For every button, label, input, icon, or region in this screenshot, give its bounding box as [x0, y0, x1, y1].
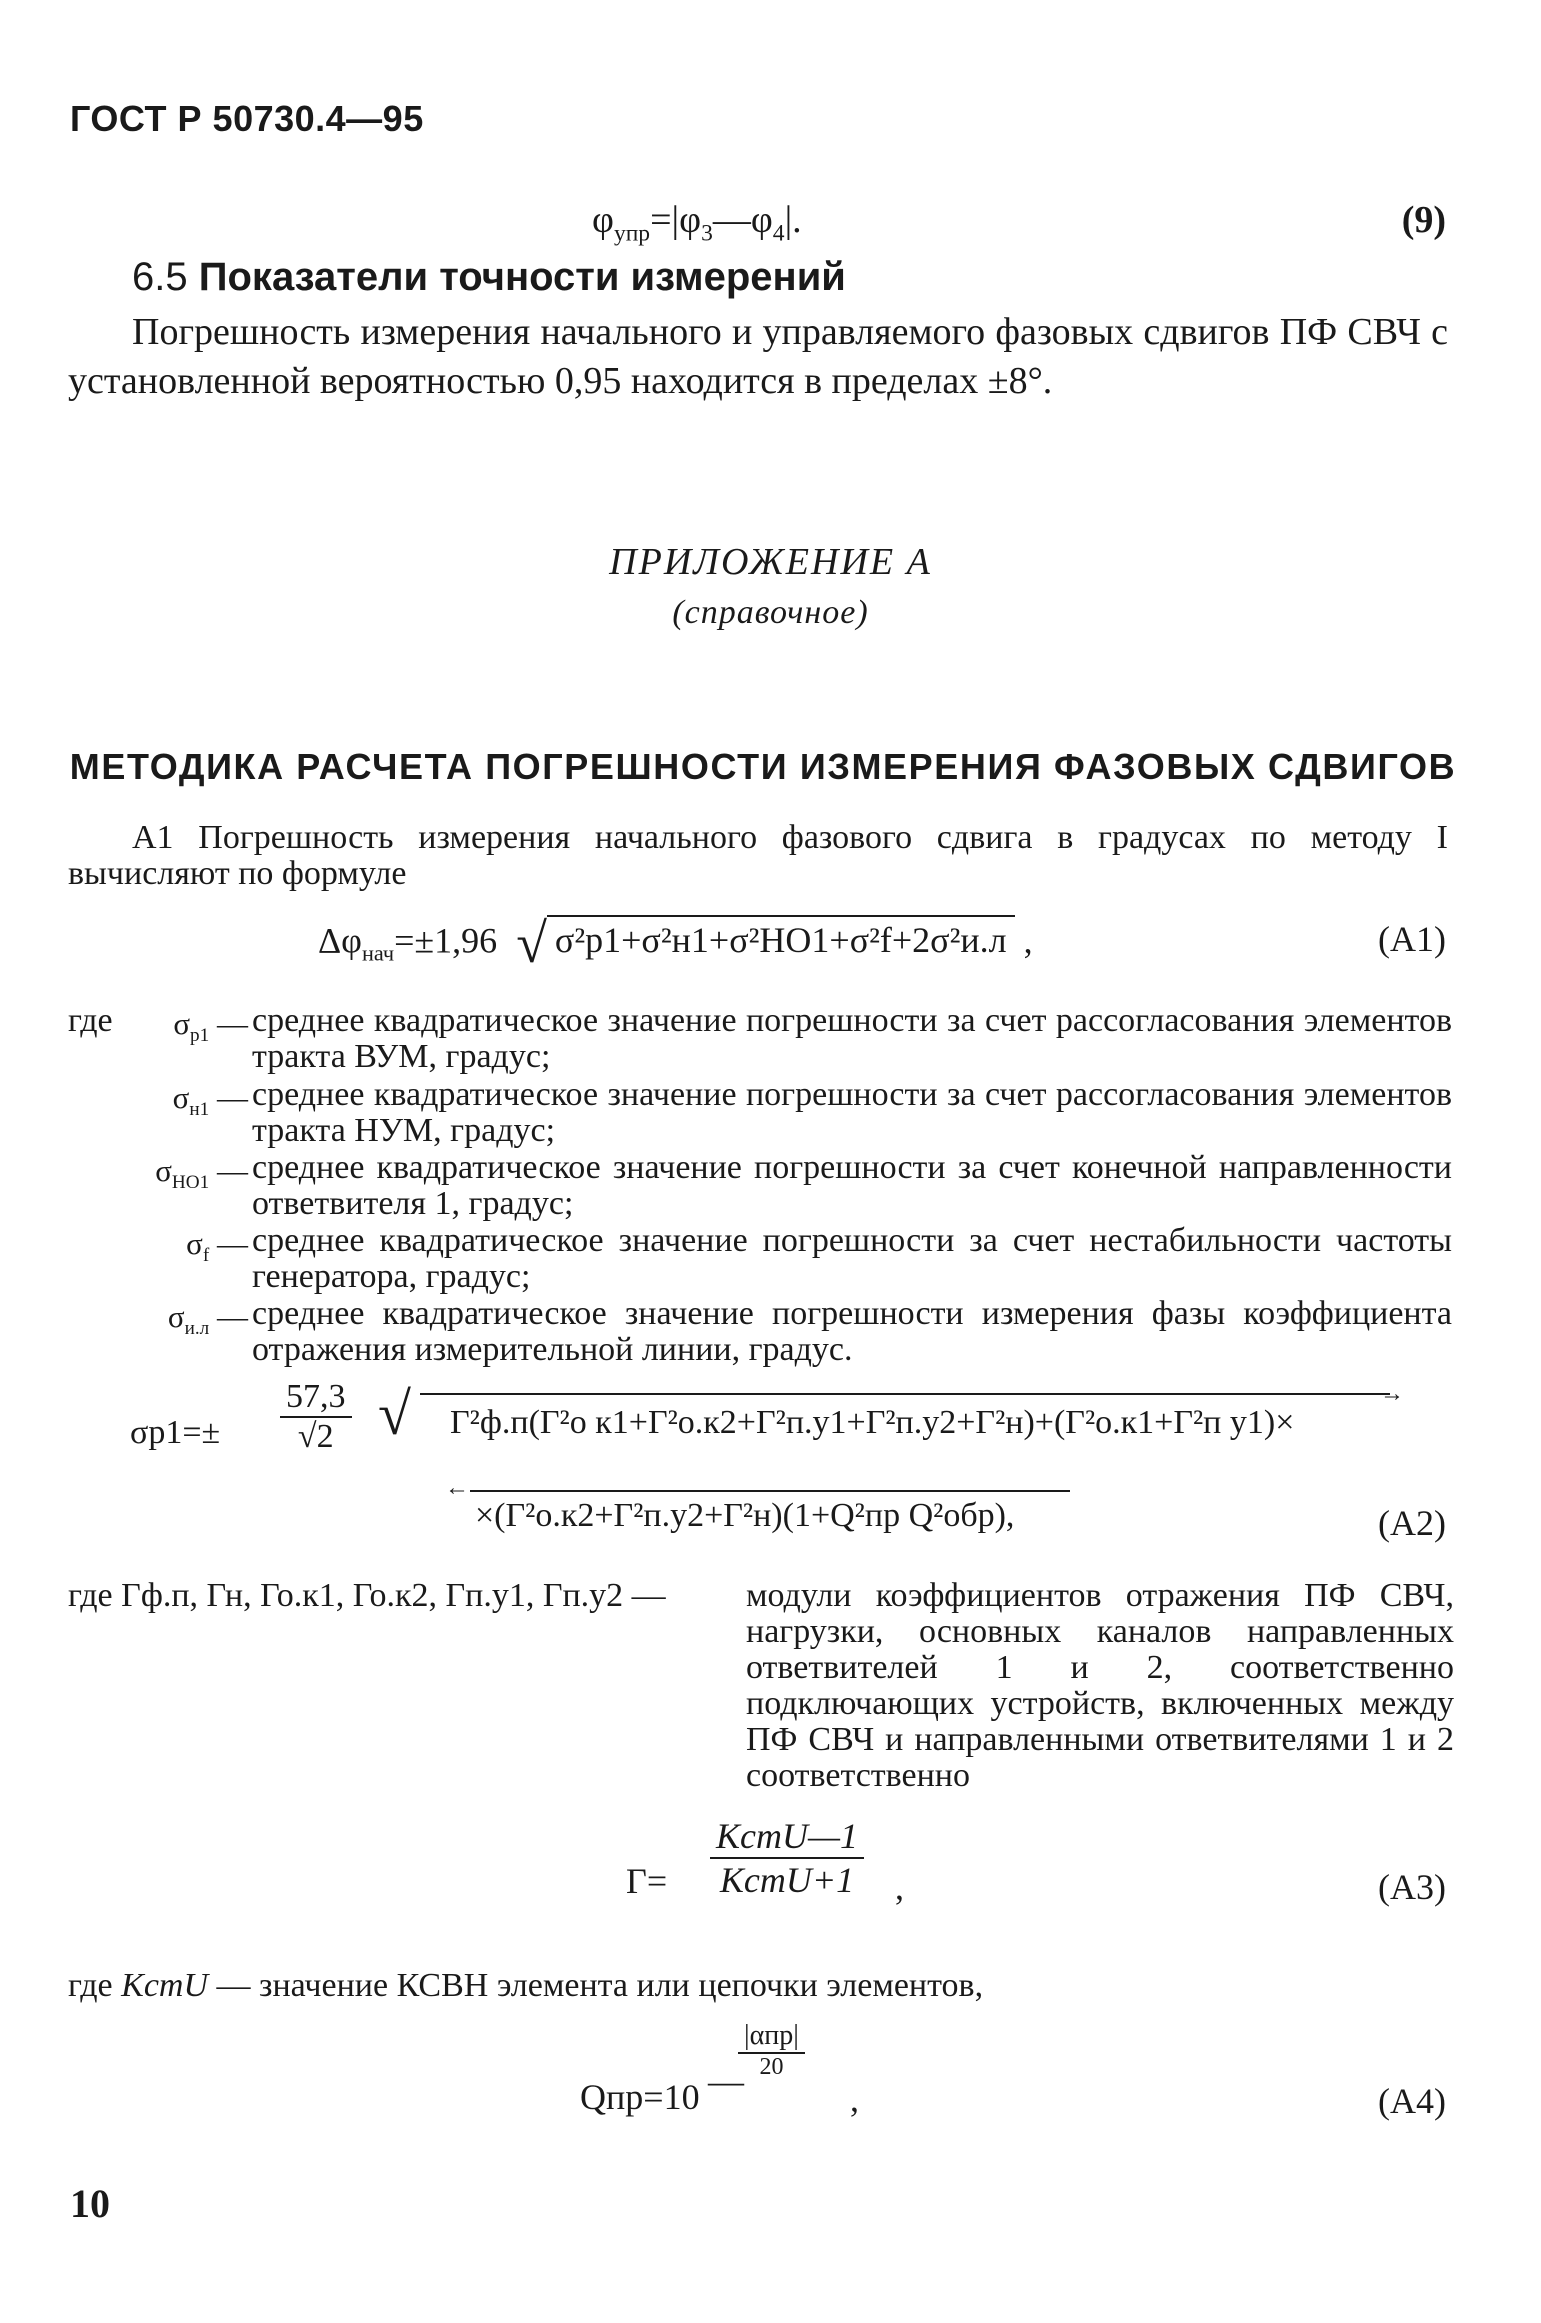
formula-a1-number: (А1) [1378, 919, 1446, 959]
radical-bar [420, 1393, 1390, 1395]
formula-a3-number: (А3) [1378, 1867, 1446, 1907]
def-text: среднее квадратическое значение погрешности за счет конечной направленности ответвителя 1, градус; [252, 1149, 1452, 1222]
section-heading [132, 255, 846, 300]
appendix-heading: МЕТОДИКА РАСЧЕТА ПОГРЕШНОСТИ ИЗМЕРЕНИЯ ФАЗОВЫХ СДВИГОВ [69, 746, 1457, 787]
document-code: ГОСТ Р 50730.4—95 [70, 98, 424, 139]
section-title: Показатели точности измерений [198, 255, 846, 299]
radical-sign: √ [378, 1381, 411, 1447]
radical-bar-continued [470, 1490, 1070, 1492]
formula-a2-fraction: $\frac{57,3}{√2}$ [280, 1378, 352, 1456]
appendix-subtitle: (справочное) [672, 594, 869, 631]
def-text: среднее квадратическое значение погрешности за счет нестабильности частоты генератора, градус; [252, 1222, 1452, 1295]
formula-a4-lhs: Qпр=10 [580, 2077, 700, 2117]
formula-a3-comma: , [895, 1867, 904, 1907]
continuation-arrow-icon: → [1380, 1381, 1404, 1407]
page-number: 10 [70, 2181, 110, 2226]
formula-a4-comma: , [850, 2079, 859, 2119]
section-number: 6.5 [132, 255, 188, 299]
gamma-symbols: где Гф.п, Гн, Го.к1, Го.к2, Гп.у1, Гп.у2 — [68, 1577, 666, 1614]
formula-a2-line1: Г²ф.п(Г²о к1+Г²о.к2+Г²п.у1+Г²п.у2+Г²н)+(Г²о.к1+Г²п у1)× [450, 1404, 1295, 1441]
formula-a4-number: (А4) [1378, 2081, 1446, 2121]
def-text: среднее квадратическое значение погрешности за счет рассогласования элементов тракта НУМ, градус; [252, 1076, 1452, 1149]
def-symbol: $\sigma_{НО1}$ — [155, 1153, 248, 1194]
gamma-description: модули коэффициентов отражения ПФ СВЧ, нагрузки, основных каналов направленных ответвителей 1 и 2, соответственно подключающих устройств, включенных между ПФ СВЧ и направленными ответвителями 1 и 2 соответственно [746, 1577, 1454, 1794]
def-symbol: $\sigma_{р1}$ — [173, 1006, 248, 1047]
def-symbol: $\sigma_{н1}$ — [172, 1080, 248, 1121]
where-label: где [68, 1002, 113, 1039]
a1-radicand: σ²р1+σ²н1+σ²НО1+σ²f+2σ²и.л [547, 915, 1015, 961]
kst-definition: где KстU — значение КСВН элемента или цепочки элементов, [68, 1967, 984, 2004]
formula-a3-fraction: $\frac{\text{KстU—1}}{\text{KстU+1}}$ [710, 1815, 864, 1901]
formula-a2-line2: ×(Г²о.к2+Г²п.у2+Г²н)(1+Q²пр Q²обр), [475, 1497, 1015, 1534]
formula-a4-exponent-fraction: $\frac{\text{|αпр|}}{20}$ [738, 2020, 805, 2081]
def-text: среднее квадратическое значение погрешности измерения фазы коэффициента отражения измерительной линии, градус. [252, 1295, 1452, 1368]
section-paragraph: Погрешность измерения начального и управляемого фазовых сдвигов ПФ СВЧ с установленной вероятностью 0,95 находится в пределах ±8°. [68, 311, 1448, 402]
continuation-arrow-left-icon: ← [445, 1475, 469, 1501]
formula-a1: $\Delta\varphi_{нач}=\pm 1,96$ √ σ²р1+σ²н1+σ²НО1+σ²f+2σ²и.л , [318, 913, 1033, 975]
appendix-title: ПРИЛОЖЕНИЕ А [609, 541, 932, 583]
def-text: среднее квадратическое значение погрешности за счет рассогласования элементов тракта ВУМ, градус; [252, 1002, 1452, 1075]
def-symbol: $\sigma_{и.л}$ — [167, 1299, 248, 1340]
equation-9-number: (9) [1401, 199, 1446, 241]
def-symbol: $\sigma_f$ — [186, 1226, 248, 1267]
a1-paragraph: А1 Погрешность измерения начального фазового сдвига в градусах по методу I вычисляют по формуле [68, 819, 1448, 892]
formula-a4-exponent: — [708, 2061, 744, 2101]
formula-a2-lhs: σр1=± [130, 1414, 221, 1451]
equation-9: $\varphi_{упр}=|\varphi_3—\varphi_4|$. [592, 199, 802, 247]
formula-a3-lhs: Г= [626, 1861, 668, 1901]
formula-a2-number: (А2) [1378, 1503, 1446, 1543]
